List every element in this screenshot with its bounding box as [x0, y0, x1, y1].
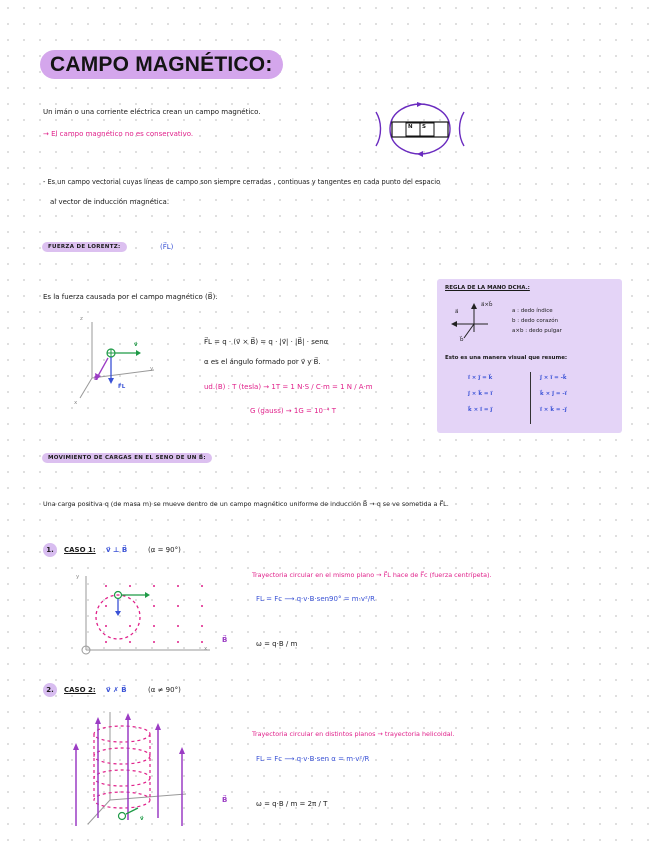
case2-label-v: v⃗ — [140, 816, 144, 822]
case1-diagram — [70, 566, 220, 666]
magnet-s: S — [422, 124, 426, 130]
rh-left-2: j⃗ × k⃗ = i⃗ — [468, 391, 493, 397]
case1-title: CASO 1: — [64, 546, 96, 554]
lorentz-formula: F⃗L = q · (v⃗ × B⃗) = q · |v⃗| · |B⃗| · senα — [204, 338, 329, 346]
label-v: v⃗ — [134, 342, 138, 348]
case2-equation-2: ω = q·B / m = 2π / T — [256, 800, 328, 808]
rh-item-1: a : dedo índice — [512, 308, 553, 314]
label-b: B⃗ — [94, 376, 99, 382]
rh-summary: Esto es una manera visual que resume: — [445, 355, 568, 361]
definition-line-1: - Es un campo vectorial cuyas líneas de campo son siempre cerradas , continuas y tangentes en cada punto del espacio — [43, 178, 441, 186]
case1-condition: v⃗ ⊥ B⃗ — [106, 546, 128, 554]
intro-line-1: Un imán o una corriente eléctrica crean un campo magnético. — [43, 108, 261, 116]
axis-z: z — [80, 316, 83, 322]
case1-equation-2: ω = q·B / m — [256, 640, 298, 648]
units-gauss: G (gauss) → 1G = 10⁻⁴ T — [250, 407, 336, 415]
page-title: CAMPO MAGNÉTICO: — [40, 50, 283, 79]
case1-equation-1: FL = Fc ⟶ q·v·B·sen90° = m·v²/R — [256, 595, 375, 603]
rh-item-3: a×b : dedo pulgar — [512, 328, 562, 334]
rh-label-b: b⃗ — [460, 337, 464, 343]
case2-field-b: B⃗ — [222, 796, 228, 804]
case2-title: CASO 2: — [64, 686, 96, 694]
movement-description: Una carga positiva q (de masa m) se mueve dentro de un campo magnético uniforme de inducción B⃗ → q se ve sometida a F⃗L. — [43, 500, 449, 508]
case2-description: Trayectoria circular en distintos planos → trayectoria helicoidal. — [252, 730, 455, 738]
case1-description: Trayectoria circular en el mismo plano → F⃗L hace de F⃗c (fuerza centrípeta). — [252, 571, 492, 579]
movement-label: MOVIMIENTO DE CARGAS EN EL SENO DE UN B⃗: — [42, 453, 212, 463]
rh-item-2: b : dedo corazón — [512, 318, 559, 324]
case2-equation-1: FL = Fc ⟶ q·v·B·sen α = m·v²/R — [256, 755, 370, 763]
magnet-diagram — [370, 100, 470, 158]
lorentz-description: Es la fuerza causada por el campo magnético (B⃗). — [43, 293, 218, 301]
axis-y: y — [150, 366, 154, 372]
lorentz-axes-diagram — [78, 318, 168, 404]
lorentz-label: FUERZA DE LORENTZ: — [42, 242, 127, 252]
rh-right-2: k⃗ × j⃗ = -i⃗ — [540, 391, 567, 397]
rh-right-1: j⃗ × i⃗ = -k⃗ — [540, 375, 567, 381]
rh-left-1: i⃗ × j⃗ = k⃗ — [468, 375, 493, 381]
units-tesla: ud.(B) : T (tesla) → 1T = 1 N·S / C·m = 1 N / A·m — [204, 383, 373, 391]
case2-angle: (α ≠ 90°) — [148, 686, 181, 694]
case1-axis-y: y — [76, 574, 80, 580]
rh-label-axb: a⃗×b⃗ — [481, 302, 493, 308]
right-hand-title: REGLA DE LA MANO DCHA.: — [445, 285, 530, 291]
case1-number: 1. — [43, 543, 57, 557]
case1-field-b: B⃗ — [222, 636, 228, 644]
lorentz-symbol: (F⃗L) — [160, 243, 174, 251]
magnet-n: N — [408, 124, 413, 130]
case1-axis-x: x — [204, 646, 208, 652]
case2-number: 2. — [43, 683, 57, 697]
axis-x: x — [74, 400, 78, 406]
rh-label-a: a⃗ — [455, 309, 459, 315]
rh-divider — [530, 372, 531, 424]
rh-left-3: k⃗ × i⃗ = j⃗ — [468, 407, 493, 413]
case2-helix-diagram — [66, 708, 206, 832]
case2-condition: v⃗ ✗ B⃗ — [106, 686, 127, 694]
case1-angle: (α = 90°) — [148, 546, 181, 554]
definition-line-2: al vector de inducción magnética. — [50, 198, 170, 206]
label-f: F⃗L — [118, 384, 126, 390]
rh-right-3: i⃗ × k⃗ = -j⃗ — [540, 407, 567, 413]
alpha-note: α es el ángulo formado por v⃗ y B⃗. — [204, 358, 321, 366]
intro-line-2: → El campo magnético no es conservativo. — [43, 130, 194, 138]
